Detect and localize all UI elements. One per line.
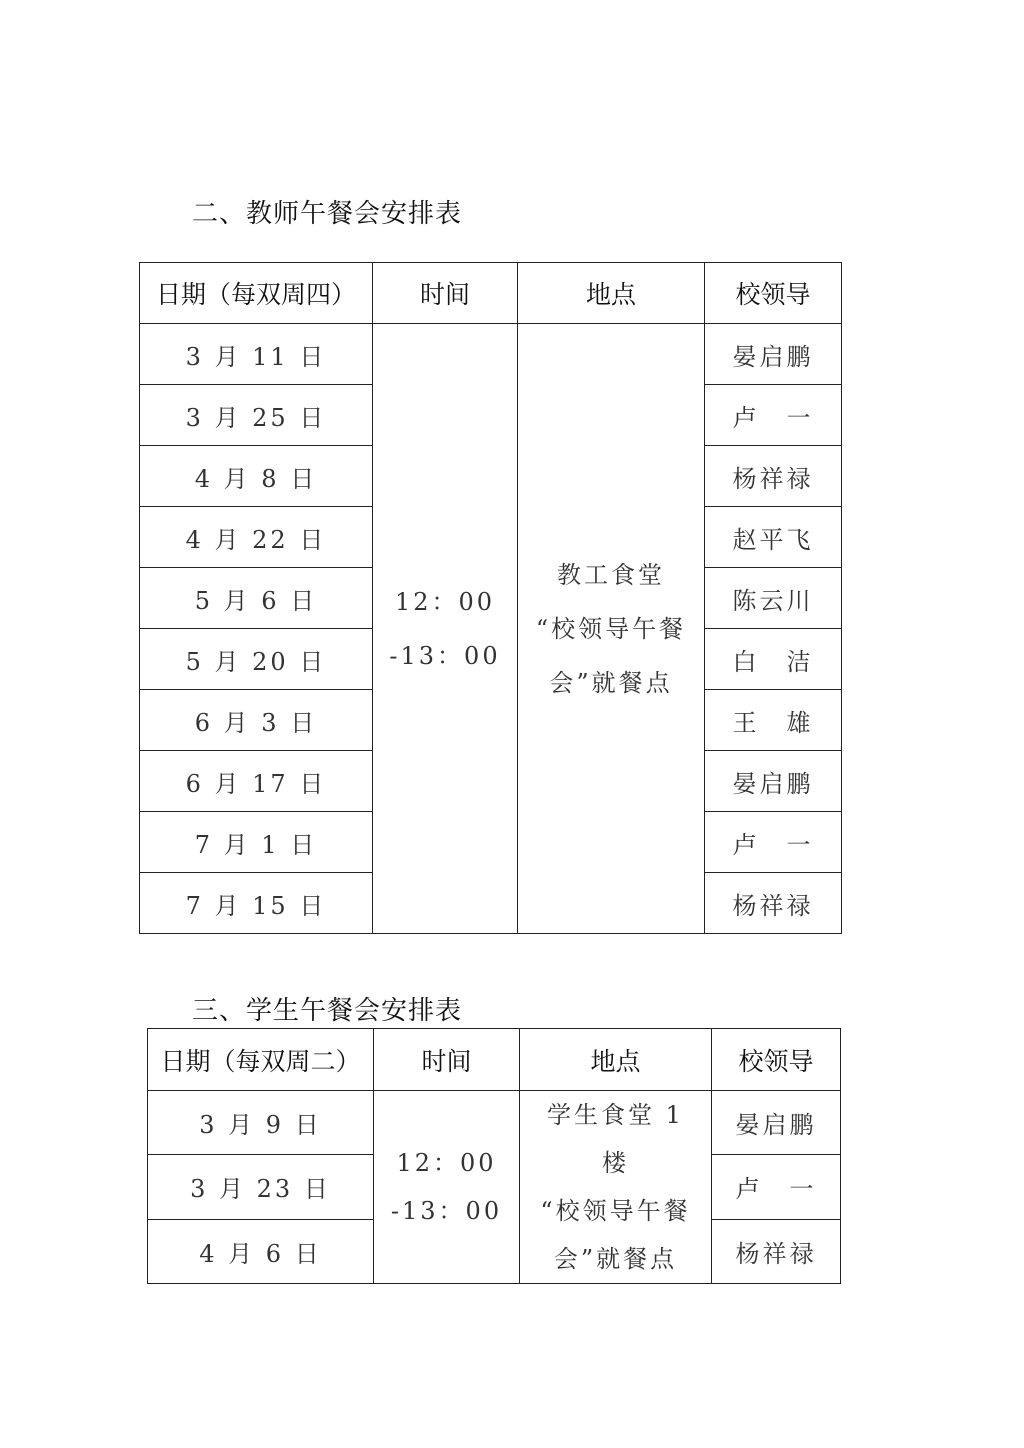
date-cell: 6 月 3 日 <box>140 690 373 751</box>
leader-cell: 卢 一 <box>705 385 842 446</box>
table-header-row <box>148 1029 841 1091</box>
leader-cell: 晏启鹏 <box>712 1091 841 1155</box>
leader-cell: 赵平飞 <box>705 507 842 568</box>
leader-cell: 王 雄 <box>705 690 842 751</box>
time-cell <box>374 1091 520 1284</box>
place-line-1: 学生食堂 1 楼 <box>547 1101 684 1177</box>
header-leader: 校领导 <box>705 263 842 324</box>
leader-cell: 杨祥禄 <box>705 446 842 507</box>
date-cell: 3 月 25 日 <box>140 385 373 446</box>
header-place: 地点 <box>520 1029 712 1091</box>
leader-cell: 杨祥禄 <box>705 873 842 934</box>
date-cell: 5 月 20 日 <box>140 629 373 690</box>
time-start: 12：00 <box>394 587 496 616</box>
time-start: 12：00 <box>396 1149 497 1177</box>
date-cell: 3 月 23 日 <box>148 1154 374 1219</box>
table-row <box>148 1091 841 1155</box>
place-line-3: 会”就餐点 <box>553 1245 678 1273</box>
leader-cell: 卢 一 <box>705 812 842 873</box>
place-line-1: 教工食堂 <box>557 560 665 589</box>
header-place: 地点 <box>518 263 705 324</box>
place-cell <box>520 1091 712 1284</box>
leader-cell: 晏启鹏 <box>705 324 842 385</box>
date-cell: 3 月 11 日 <box>140 324 373 385</box>
header-time: 时间 <box>374 1029 520 1091</box>
time-end: -13：00 <box>390 1197 503 1225</box>
place-line-2: “校领导午餐 <box>540 1197 691 1225</box>
leader-cell: 晏启鹏 <box>705 751 842 812</box>
leader-cell: 卢 一 <box>712 1154 841 1219</box>
date-cell: 4 月 22 日 <box>140 507 373 568</box>
leader-cell: 杨祥禄 <box>712 1220 841 1284</box>
header-leader: 校领导 <box>712 1029 841 1091</box>
student-section-heading: 三、学生午餐会安排表 <box>192 996 463 1026</box>
header-date: 日期（每双周四） <box>140 263 373 324</box>
place-line-3: 会”就餐点 <box>549 668 673 697</box>
teacher-lunch-table <box>139 262 842 934</box>
table-header-row <box>140 263 842 324</box>
date-cell: 7 月 15 日 <box>140 873 373 934</box>
student-lunch-table <box>147 1028 841 1284</box>
leader-cell: 陈云川 <box>705 568 842 629</box>
leader-cell: 白 洁 <box>705 629 842 690</box>
time-end: -13：00 <box>389 641 501 670</box>
teacher-section-heading: 二、教师午餐会安排表 <box>192 199 463 229</box>
date-cell: 3 月 9 日 <box>148 1091 374 1155</box>
date-cell: 4 月 8 日 <box>140 446 373 507</box>
date-cell: 5 月 6 日 <box>140 568 373 629</box>
place-line-2: “校领导午餐 <box>535 614 687 643</box>
header-time: 时间 <box>373 263 518 324</box>
time-cell <box>373 324 518 934</box>
date-cell: 7 月 1 日 <box>140 812 373 873</box>
header-date: 日期（每双周二） <box>148 1029 374 1091</box>
date-cell: 6 月 17 日 <box>140 751 373 812</box>
date-cell: 4 月 6 日 <box>148 1220 374 1284</box>
table-row <box>140 324 842 385</box>
place-cell <box>518 324 705 934</box>
